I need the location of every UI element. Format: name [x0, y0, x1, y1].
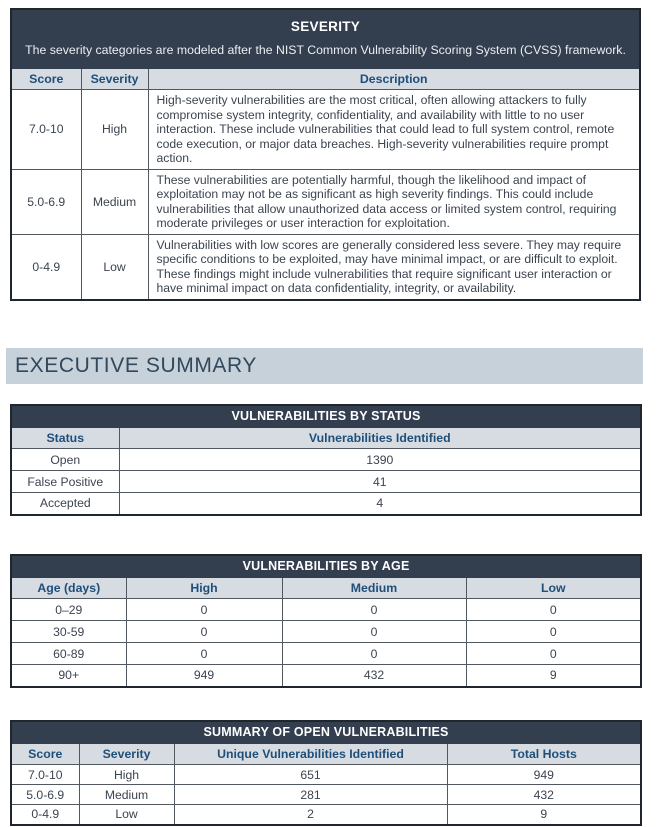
column-header-total-hosts: Total Hosts [447, 744, 641, 765]
cell-high-count: 0 [126, 621, 282, 643]
cell-unique-vulns: 281 [174, 785, 447, 805]
column-header-severity: Severity [81, 69, 148, 90]
cell-high-count: 0 [126, 599, 282, 621]
column-header-medium: Medium [282, 578, 466, 599]
cell-low-count: 0 [466, 643, 641, 665]
table-row-high-summary [11, 765, 641, 785]
cell-total-hosts: 432 [447, 785, 641, 805]
severity-table [10, 8, 641, 301]
column-header-age-days: Age (days) [11, 578, 126, 599]
cell-severity: Low [81, 234, 148, 300]
cell-age-range: 30-59 [11, 621, 126, 643]
cell-severity: Low [79, 805, 174, 825]
cell-unique-vulns: 2 [174, 805, 447, 825]
column-header-low: Low [466, 578, 641, 599]
cell-total-hosts: 9 [447, 805, 641, 825]
age-table-title-row [11, 555, 641, 578]
column-header-description: Description [148, 69, 640, 90]
cell-high-count: 949 [126, 665, 282, 687]
report-page [0, 8, 657, 827]
table-row-low-summary [11, 805, 641, 825]
cell-description: Vulnerabilities with low scores are generally considered less severe. They may require specific conditions to be exploited, may have minimal impact, or are difficult to exploit. These findings might include vulnerabilities that require significant user interaction or have minimal impact on data confidentiality, integrity, or availability. [148, 234, 640, 300]
cell-status: False Positive [11, 471, 119, 493]
age-table-title: VULNERABILITIES BY AGE [11, 555, 641, 578]
cell-severity: High [79, 765, 174, 785]
cell-status: Accepted [11, 493, 119, 515]
cell-score: 7.0-10 [11, 90, 81, 170]
cell-score: 0-4.9 [11, 805, 79, 825]
cell-age-range: 0–29 [11, 599, 126, 621]
cell-age-range: 90+ [11, 665, 126, 687]
cell-description: High-severity vulnerabilities are the most critical, often allowing attackers to fully compromise system integrity, confidentiality, and availability with little to no user interaction. These include vulnerabilities that could lead to full system control, remote code execution, or major data breaches. High-severity vulnerabilities require prompt action. [148, 90, 640, 170]
cell-medium-count: 0 [282, 599, 466, 621]
cell-high-count: 0 [126, 643, 282, 665]
cell-low-count: 0 [466, 599, 641, 621]
cell-score: 5.0-6.9 [11, 785, 79, 805]
column-header-high: High [126, 578, 282, 599]
table-row-open [11, 449, 641, 471]
age-table-column-header-row [11, 578, 641, 599]
table-row-accepted [11, 493, 641, 515]
cell-status: Open [11, 449, 119, 471]
table-row-age-30-59 [11, 621, 641, 643]
cell-severity: High [81, 90, 148, 170]
summary-of-open-vulnerabilities-table [10, 720, 642, 826]
executive-summary-heading: EXECUTIVE SUMMARY [6, 348, 643, 384]
severity-header-row [11, 9, 640, 69]
table-row-age-60-89 [11, 643, 641, 665]
status-table-title: VULNERABILITIES BY STATUS [11, 405, 641, 428]
cell-low-count: 9 [466, 665, 641, 687]
status-table-title-row [11, 405, 641, 428]
cell-count: 41 [119, 471, 641, 493]
severity-title: SEVERITY [290, 19, 361, 34]
summary-table-title: SUMMARY OF OPEN VULNERABILITIES [11, 721, 641, 744]
severity-subtitle: The severity categories are modeled after the NIST Common Vulnerability Scoring System (CVSS) framework. [25, 43, 626, 57]
vulnerabilities-by-age-table [10, 554, 642, 688]
severity-header [11, 9, 640, 69]
column-header-score: Score [11, 744, 79, 765]
column-header-unique-vulns: Unique Vulnerabilities Identified [174, 744, 447, 765]
column-header-severity: Severity [79, 744, 174, 765]
cell-score: 5.0-6.9 [11, 169, 81, 234]
column-header-status: Status [11, 428, 119, 449]
cell-unique-vulns: 651 [174, 765, 447, 785]
table-row-medium [11, 169, 640, 234]
cell-description: These vulnerabilities are potentially harmful, though the likelihood and impact of exploitation may not be as significant as high severity findings. This could include vulnerabilities that allow unauthorized data access or limited system control, requiring moderate privileges or user interaction for exploitation. [148, 169, 640, 234]
vulnerabilities-by-status-table [10, 404, 642, 516]
cell-count: 1390 [119, 449, 641, 471]
cell-count: 4 [119, 493, 641, 515]
table-row-high [11, 90, 640, 170]
cell-total-hosts: 949 [447, 765, 641, 785]
status-table-column-header-row [11, 428, 641, 449]
cell-score: 0-4.9 [11, 234, 81, 300]
summary-table-column-header-row [11, 744, 641, 765]
column-header-vulns-identified: Vulnerabilities Identified [119, 428, 641, 449]
cell-severity: Medium [81, 169, 148, 234]
column-header-score: Score [11, 69, 81, 90]
cell-medium-count: 0 [282, 643, 466, 665]
cell-age-range: 60-89 [11, 643, 126, 665]
summary-table-title-row [11, 721, 641, 744]
table-row-medium-summary [11, 785, 641, 805]
cell-medium-count: 0 [282, 621, 466, 643]
table-row-false-positive [11, 471, 641, 493]
table-row-age-0-29 [11, 599, 641, 621]
table-row-low [11, 234, 640, 300]
cell-low-count: 0 [466, 621, 641, 643]
severity-column-header-row [11, 69, 640, 90]
cell-severity: Medium [79, 785, 174, 805]
cell-medium-count: 432 [282, 665, 466, 687]
table-row-age-90-plus [11, 665, 641, 687]
cell-score: 7.0-10 [11, 765, 79, 785]
